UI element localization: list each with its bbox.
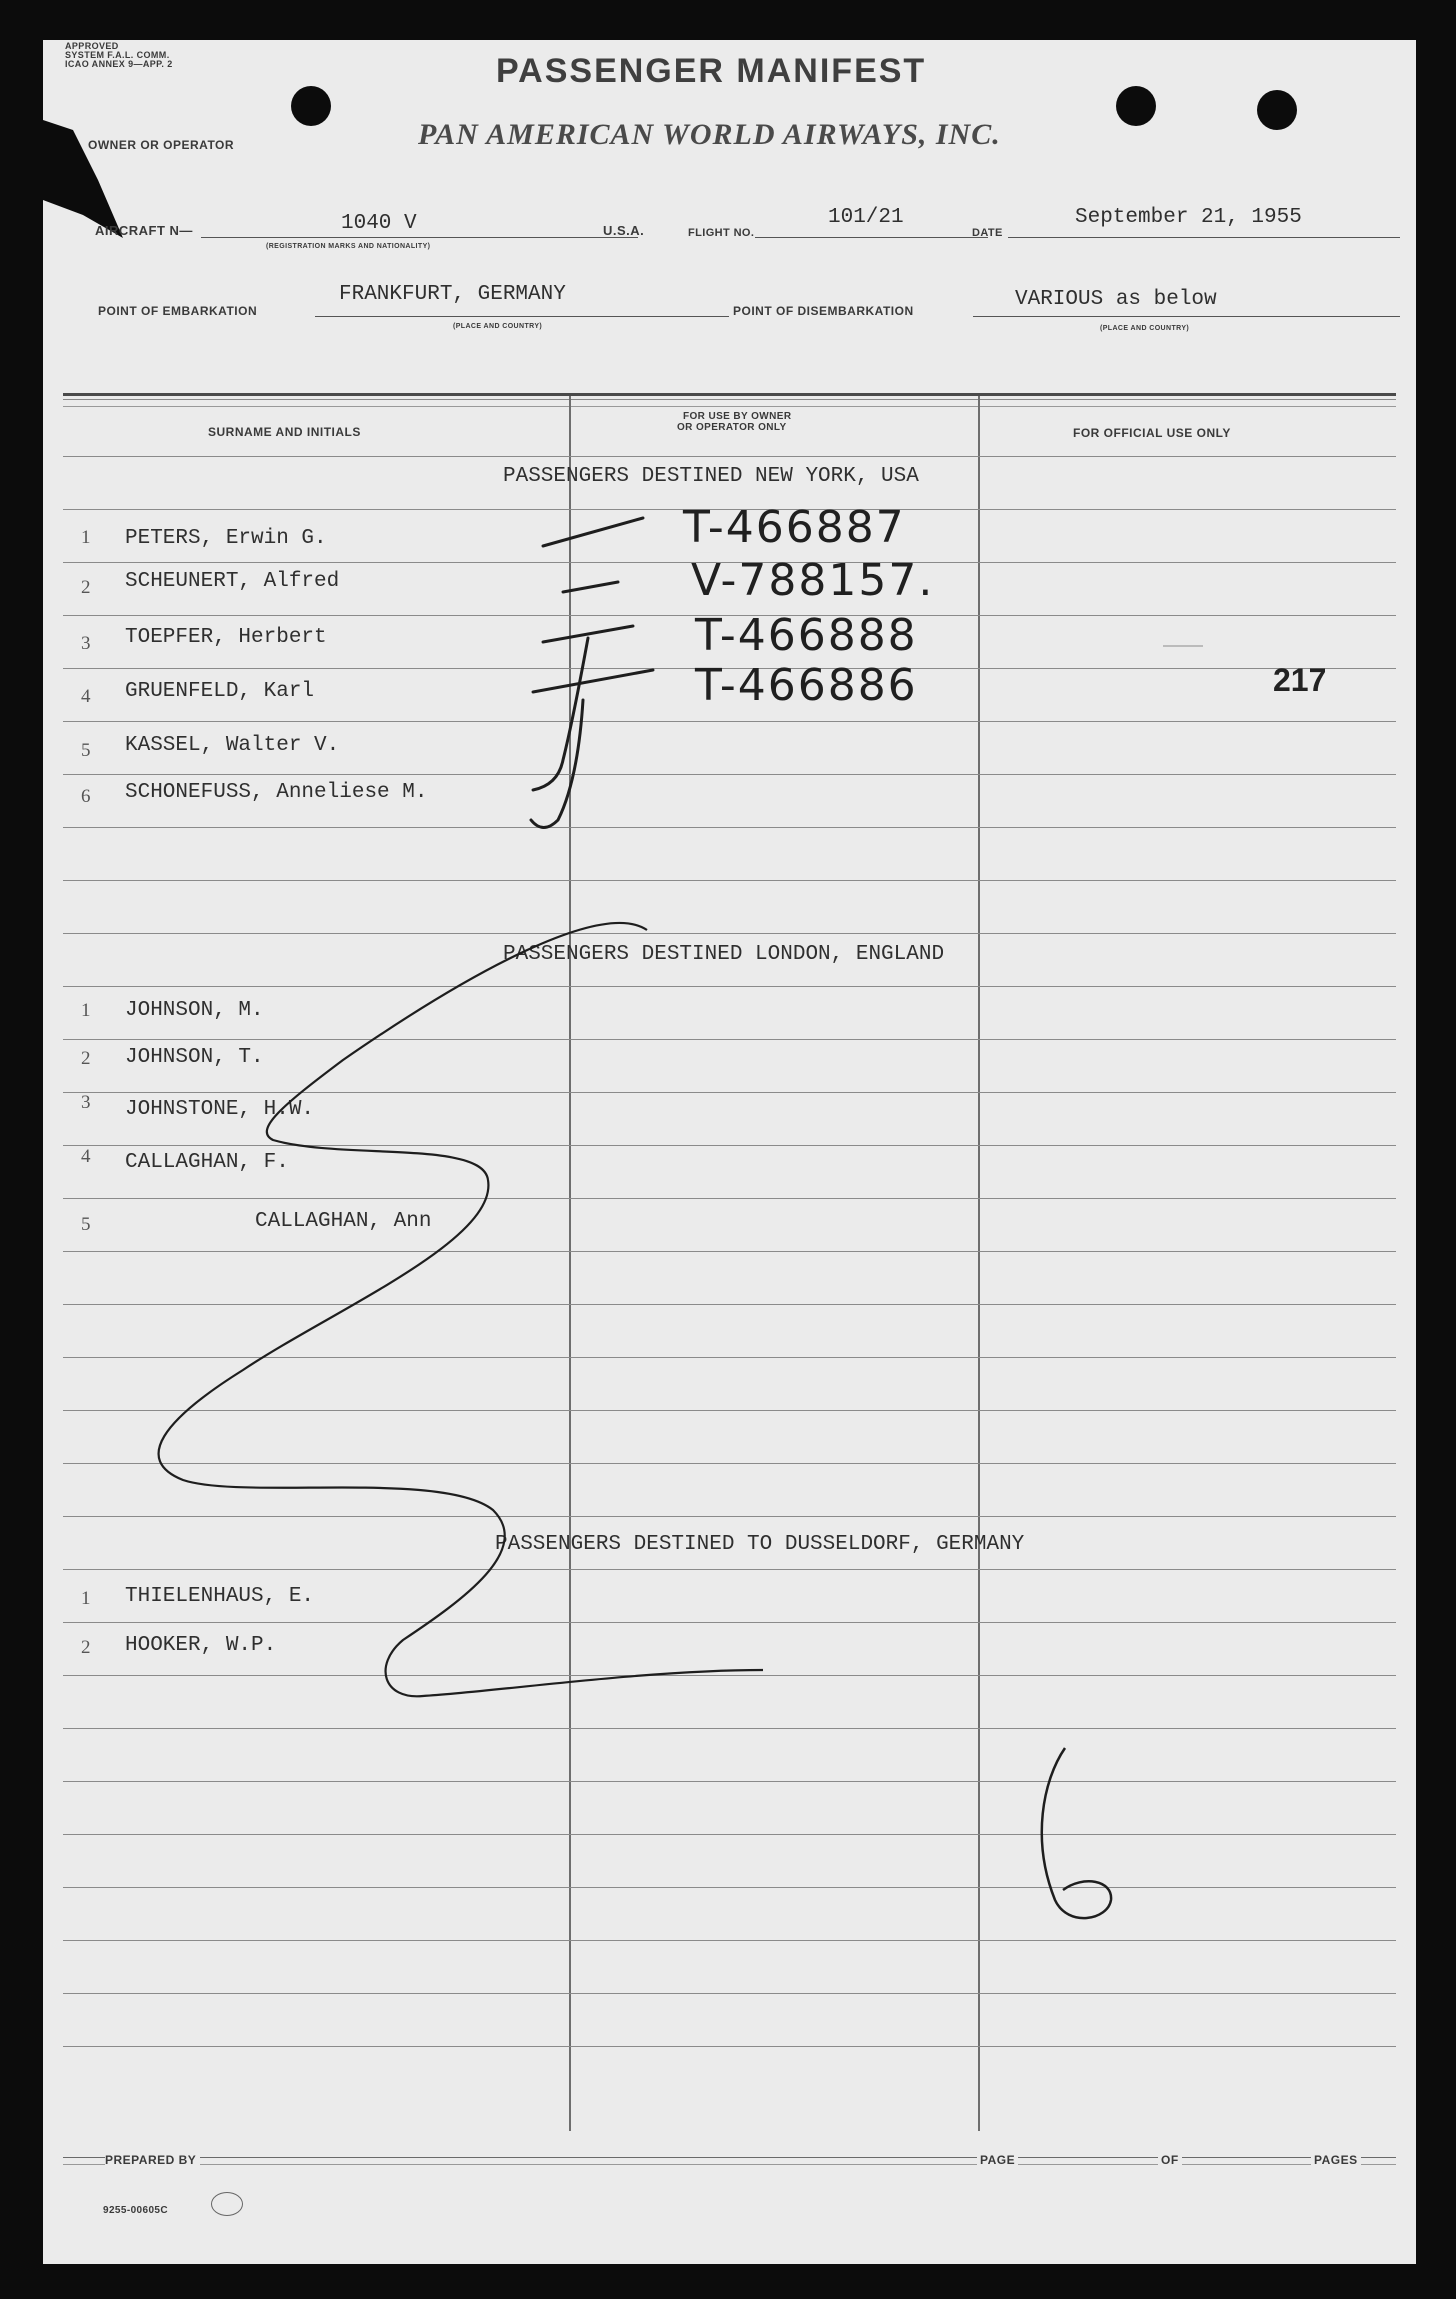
flight-number: 101/21 [828,206,904,229]
crossout-squiggle [159,923,763,1696]
flight-date: September 21, 1955 [1075,206,1302,229]
passenger-name: JOHNSON, M. [125,999,264,1022]
ticket-number: T-466887 [683,502,906,553]
section-heading: PASSENGERS DESTINED LONDON, ENGLAND [503,943,945,966]
row-number: 1 [81,527,91,548]
embarkation-sublabel: (PLACE AND COUNTRY) [453,323,543,330]
passenger-name: TOEPFER, Herbert [125,626,327,649]
column-official-use: FOR OFFICIAL USE ONLY [1073,426,1231,440]
row-number: 2 [81,1637,91,1658]
page-title: PASSENGER MANIFEST [496,52,927,90]
prepared-by-label: PREPARED BY [105,2153,200,2167]
pages-label: PAGES [1311,2153,1361,2167]
row-number: 1 [81,1000,91,1021]
flight-label: FLIGHT NO. [688,227,755,239]
passenger-name: KASSEL, Walter V. [125,734,340,757]
aircraft-label: AIRCRAFT N— [95,223,193,238]
embarkation-value: FRANKFURT, GERMANY [339,283,566,306]
embarkation-label: POINT OF EMBARKATION [98,304,258,318]
passenger-name: JOHNSON, T. [125,1046,264,1069]
aircraft-sublabel: (REGISTRATION MARKS AND NATIONALITY) [266,243,431,250]
check-mark [543,518,643,546]
row-number: 4 [81,686,91,707]
passenger-name: SCHEUNERT, Alfred [125,570,340,593]
row-number: 5 [81,1214,91,1235]
passenger-name: HOOKER, W.P. [125,1634,277,1657]
passenger-name: THIELENHAUS, E. [125,1585,315,1608]
column-owner-use-1: FOR USE BY OWNER [683,411,792,422]
passenger-name: CALLAGHAN, Ann [255,1210,432,1233]
manifest-sheet [43,40,1416,2264]
disembarkation-value: VARIOUS as below [1015,288,1217,311]
row-number: 3 [81,1092,91,1113]
row-number: 2 [81,1048,91,1069]
date-label: DATE [972,227,1003,239]
row-number: 4 [81,1146,91,1167]
passenger-name: CALLAGHAN, F. [125,1151,289,1174]
usa-label: U.S.A. [603,223,645,238]
form-number: 9255-00605C [103,2205,169,2216]
row-number: 5 [81,740,91,761]
row-number: 1 [81,1588,91,1609]
handwritten-marks [43,40,1416,2264]
official-mark: 217 [1273,662,1327,698]
check-mark [533,670,653,692]
check-mark [563,582,618,592]
handwritten-count [1053,1830,1054,1831]
of-label: OF [1158,2153,1182,2167]
row-number: 6 [81,786,91,807]
column-surname: SURNAME AND INITIALS [208,425,361,439]
column-owner-use-2: OR OPERATOR ONLY [677,422,787,433]
row-number: 3 [81,633,91,654]
gpo-seal-icon [211,2192,243,2216]
passenger-name: JOHNSTONE, H.W. [125,1098,315,1121]
check-mark [531,700,583,828]
page-count-six [1042,1748,1111,1918]
check-mark [533,638,588,790]
ticket-number: T-466886 [695,660,918,711]
approval-note: APPROVED SYSTEM F.A.L. COMM. ICAO ANNEX 9—APP. 2 [65,41,173,69]
ticket-number: V-788157. [691,555,935,606]
owner-label: OWNER OR OPERATOR [88,138,235,152]
row-number: 2 [81,577,91,598]
passenger-name: PETERS, Erwin G. [125,527,327,550]
section-heading: PASSENGERS DESTINED TO DUSSELDORF, GERMANY [495,1533,1025,1556]
operator-name: PAN AMERICAN WORLD AIRWAYS, INC. [418,118,1001,151]
disembarkation-label: POINT OF DISEMBARKATION [733,304,914,318]
passenger-name: GRUENFELD, Karl [125,680,315,703]
disembarkation-sublabel: (PLACE AND COUNTRY) [1100,325,1190,332]
passenger-name: SCHONEFUSS, Anneliese M. [125,781,428,804]
aircraft-number: 1040 V [341,212,417,235]
section-heading: PASSENGERS DESTINED NEW YORK, USA [503,465,919,488]
page-label: PAGE [977,2153,1018,2167]
ticket-number: T-466888 [695,610,918,661]
